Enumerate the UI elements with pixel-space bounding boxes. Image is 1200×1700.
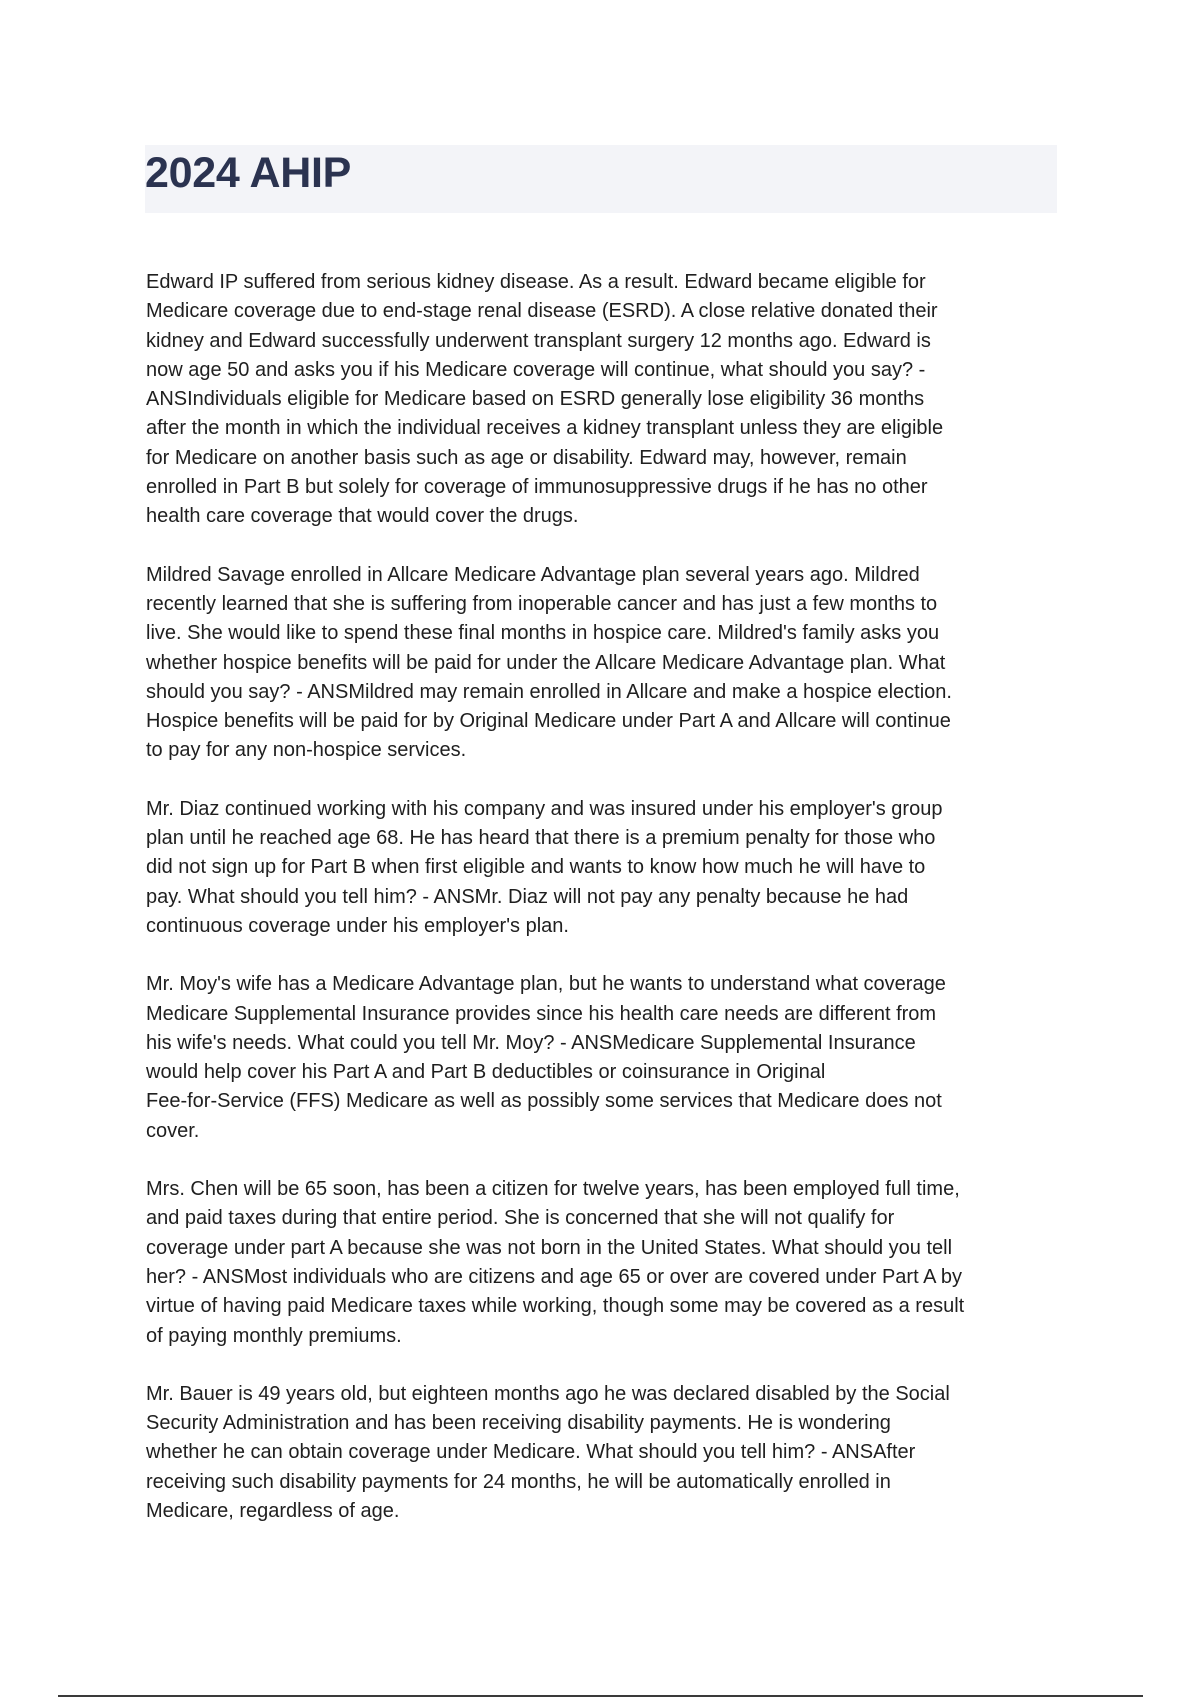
qa-entry: Mr. Moy's wife has a Medicare Advantage plan, but he wants to understand what coverage Medicare Supplemental Insurance provides since his health care needs are different from his wife's needs. What could you tell Mr. Moy? - ANSMedicare Supplemental Insurance would help cover his Part A and Part B deductibles or coinsurance in Original Fee-for-Service (FFS) Medicare as well as possibly some services that Medicare does not cover. <box>146 973 946 1142</box>
qa-entry: Mr. Diaz continued working with his company and was insured under his employer's group plan until he reached age 68. He has heard that there is a premium penalty for those who did not sign up for Part B when first eligible and wants to know how much he will have to pay. What should you tell him? - ANSMr. Diaz will not pay any penalty because he had continuous coverage under his employer's plan. <box>146 797 943 937</box>
qa-entry: Mildred Savage enrolled in Allcare Medicare Advantage plan several years ago. Mildred recently learned that she is suffering from inoperable cancer and has just a few months to live. She would like to spend these final months in hospice care. Mildred's family asks you whether hospice benefits will be paid for under the Allcare Medicare Advantage plan. What should you say? - ANSMildred may remain enrolled in Allcare and make a hospice election. Hospice benefits will be paid for by Original Medicare under Part A and Allcare will continue to pay for any non-hospice services. <box>146 563 952 762</box>
qa-entry: Edward IP suffered from serious kidney disease. As a result. Edward became eligible for Medicare coverage due to end-stage renal disease (ESRD). A close relative donated their kidney and Edward successfully underwent transplant surgery 12 months ago. Edward is now age 50 and asks you if his Medicare coverage will continue, what should you say? - ANSIndividuals eligible for Medicare based on ESRD generally lose eligibility 36 months after the month in which the individual receives a kidney transplant unless they are eligible for Medicare on another basis such as age or disability. Edward may, however, remain enrolled in Part B but solely for coverage of immunosuppressive drugs if he has no other health care coverage that would cover the drugs. <box>146 271 944 528</box>
qa-list <box>146 268 1066 1555</box>
page-title: 2024 AHIP <box>145 149 352 197</box>
footer-divider <box>58 1695 1143 1697</box>
title-banner <box>145 145 1057 213</box>
qa-entry: Mr. Bauer is 49 years old, but eighteen months ago he was declared disabled by the Social Security Administration and has been receiving disability payments. He is wondering whether he can obtain coverage under Medicare. What should you tell him? - ANSAfter receiving such disability payments for 24 months, he will be automatically enrolled in Medicare, regardless of age. <box>146 1382 950 1522</box>
qa-entry: Mrs. Chen will be 65 soon, has been a citizen for twelve years, has been employed full time, and paid taxes during that entire period. She is concerned that she will not qualify for coverage under part A because she was not born in the United States. What should you tell her? - ANSMost individuals who are citizens and age 65 or over are covered under Part A by virtue of having paid Medicare taxes while working, though some may be covered as a result of paying monthly premiums. <box>146 1178 965 1347</box>
